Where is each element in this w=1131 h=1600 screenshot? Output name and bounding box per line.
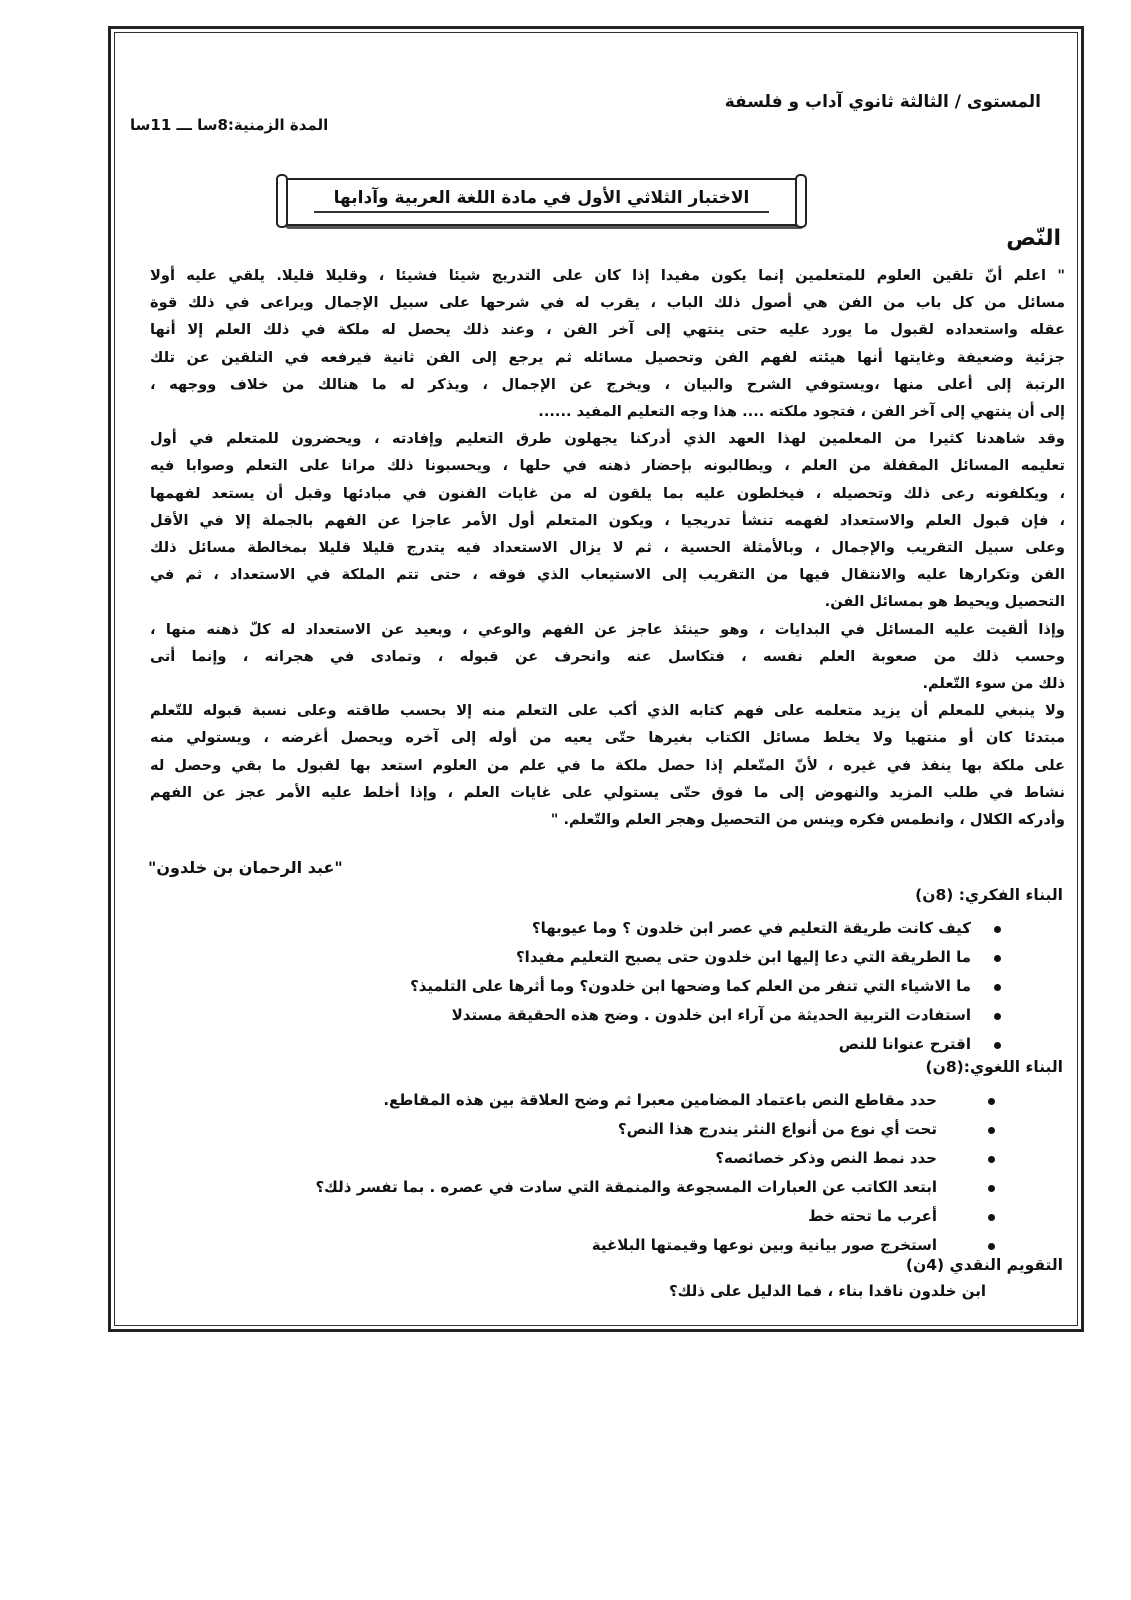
section-title-linguistic: البناء اللغوي:(8ن) — [925, 1058, 1063, 1076]
question-item: استخرج صور بيانية وبين نوعها وقيمتها البلاغية — [315, 1231, 997, 1260]
question-item: ما الطريقة التي دعا إليها ابن خلدون حتى يصبح التعليم مفيدا؟ — [410, 943, 1003, 972]
passage — [150, 262, 1065, 833]
section-title-critical: التقويم النقدي (4ن) — [905, 1256, 1063, 1274]
passage-line: نشاط في طلب المزيد والنهوض إلى ما فوق حتّى يستولي على غايات العلم ، وإذا أخلط عليه الأمر عجز عن الفهم — [150, 783, 1065, 801]
passage-line: وعلى سبيل التقريب والإجمال ، وبالأمثلة الحسية ، ثم لا يزال الاستعداد فيه يتدرج قليلا قليلا بمخالطة مسائل ذلك — [150, 539, 1065, 557]
intellectual-questions — [410, 914, 1003, 1059]
author-signature: "عبد الرحمان بن خلدون" — [148, 858, 343, 877]
passage-line: ، ويكلفونه رعى ذلك وتحصيله ، فيخلطون عليه بما يلقون له من غايات الفنون في مبادئها وقبل أن يستعد لفهمها — [150, 484, 1065, 502]
question-item: استفادت التربية الحديثة من آراء ابن خلدون . وضح هذه الحقيقة مستدلا — [410, 1001, 1003, 1030]
critical-question: ابن خلدون ناقدا بناء ، فما الدليل على ذلك؟ — [668, 1282, 986, 1300]
passage-line: وحسب ذلك من صعوبة العلم نفسه ، فتكاسل عنه وانحرف عن قبوله ، وتمادى في هجرانه ، وإنما أتى — [150, 647, 1065, 665]
time-label: المدة الزمنية:8سا ـــ 11سا — [130, 116, 329, 134]
passage-line: على ملكة بها ينفذ في غيره ، لأنّ المتّعلم إذا حصل ملكة ما في علم من العلوم استعد بها لقبول ما بقي وحصل له — [150, 756, 1065, 774]
passage-line: وأدركه الكلال ، وانطمس فكره وينس من التحصيل وهجر العلم والتّعلم. " — [550, 811, 1065, 829]
exam-title: الاختبار الثلاثي الأول في مادة اللغة العربية وآدابها — [314, 188, 769, 213]
level-label: المستوى / الثالثة ثانوي آداب و فلسفة — [724, 92, 1041, 112]
passage-line: مبتدئا كان أو منتهيا ولا يخلط مسائل الكتاب بغيرها حتّى يعيه من أوله إلى آخره ويحصل أغرضه ، ويستولي منه — [150, 729, 1065, 747]
question-item: اقترح عنوانا للنص — [410, 1030, 1003, 1059]
text-heading: النّص — [1006, 226, 1061, 251]
scroll-left-decoration — [276, 174, 288, 228]
passage-line: التحصيل ويحيط هو بمسائل الفن. — [824, 593, 1065, 611]
linguistic-questions — [315, 1086, 997, 1260]
passage-line: تعليمه المسائل المقفلة من العلم ، ويطالبونه بإحضار ذهنه في حلها ، ويحسبونا ذلك مرانا على التعلم وصوابا فيه — [150, 457, 1065, 475]
question-item: تحت أي نوع من أنواع النثر يندرج هذا النص؟ — [315, 1115, 997, 1144]
passage-line: الرتبة إلى أعلى منها ،ويستوفي الشرح والبيان ، ويخرج عن الإجمال ، ويذكر له ما هنالك من خلاف ووجهه ، — [150, 375, 1065, 393]
passage-line: وإذا ألقيت عليه المسائل في البدايات ، وهو حينئذ عاجز عن الفهم والوعي ، وبعيد عن الاستعداد له كلّ ذهنه منها ، — [150, 620, 1065, 638]
question-item: أعرب ما تحته خط — [315, 1202, 997, 1231]
passage-line: عقله واستعداده لقبول ما يورد عليه حتى ينتهي إلى آخر الفن ، وعند ذلك يحصل له ملكة في ذلك العلم إلا أنها — [150, 321, 1065, 339]
passage-line: " اعلم أنّ تلقين العلوم للمتعلمين إنما يكون مفيدا إذا كان على التدريج شيئا فشيئا ، وقليلا قليلا. يلقي عليه أولا — [150, 267, 1065, 284]
exam-title-banner — [282, 178, 801, 226]
section-title-intellectual: البناء الفكري: (8ن) — [915, 886, 1063, 904]
question-item: ما الاشياء التي تنفر من العلم كما وضحها ابن خلدون؟ وما أثرها على التلميذ؟ — [410, 972, 1003, 1001]
passage-line: إلى أن ينتهي إلى آخر الفن ، فتجود ملكته .... هذا وجه التعليم المفيد ...... — [538, 403, 1065, 421]
question-item: حدد مقاطع النص باعتماد المضامين معبرا ثم وضح العلاقة بين هذه المقاطع. — [315, 1086, 997, 1115]
passage-line: وقد شاهدنا كثيرا من المعلمين لهذا العهد الذي أدركنا يجهلون طرق التعليم وإفادته ، ويحضرون للمتعلم في أول — [150, 430, 1065, 448]
passage-line: ولا ينبغي للمعلم أن يزيد متعلمه على فهم كتابه الذي أكب على التعلم منه إلا بحسب طاقته وعلى نسبة قبوله للتّعلم — [150, 702, 1065, 720]
question-item: حدد نمط النص وذكر خصائصه؟ — [315, 1144, 997, 1173]
passage-line: ذلك من سوء التّعلم. — [922, 675, 1065, 693]
question-item: كيف كانت طريقة التعليم في عصر ابن خلدون ؟ وما عيوبها؟ — [410, 914, 1003, 943]
scroll-right-decoration — [795, 174, 807, 228]
passage-line: جزئية وضعيفة وغايتها أنها هيئته لفهم الفن وتحصيل مسائله ثم يرجع إلى الفن ثانية فيرفعه في التلقين عن تلك — [150, 348, 1065, 366]
passage-line: مسائل من كل باب من الفن هي أصول ذلك الباب ، يقرب له في شرحها على سبيل الإجمال ويراعى في ذلك قوة — [150, 294, 1065, 312]
question-item: ابتعد الكاتب عن العبارات المسجوعة والمنمقة التي سادت في عصره . بما تفسر ذلك؟ — [315, 1173, 997, 1202]
passage-line: الفن وتكرارها عليه والانتقال فيها من التقريب إلى الاستيعاب الذي فوقه ، حتى تتم الملكة في الاستعداد ، ثم في — [150, 566, 1065, 584]
passage-line: ، فإن قبول العلم والاستعداد لفهمه تنشأ تدريجيا ، ويكون المتعلم أول الأمر عاجزا عن الفهم بالجملة إلا في الأقل — [150, 511, 1065, 529]
